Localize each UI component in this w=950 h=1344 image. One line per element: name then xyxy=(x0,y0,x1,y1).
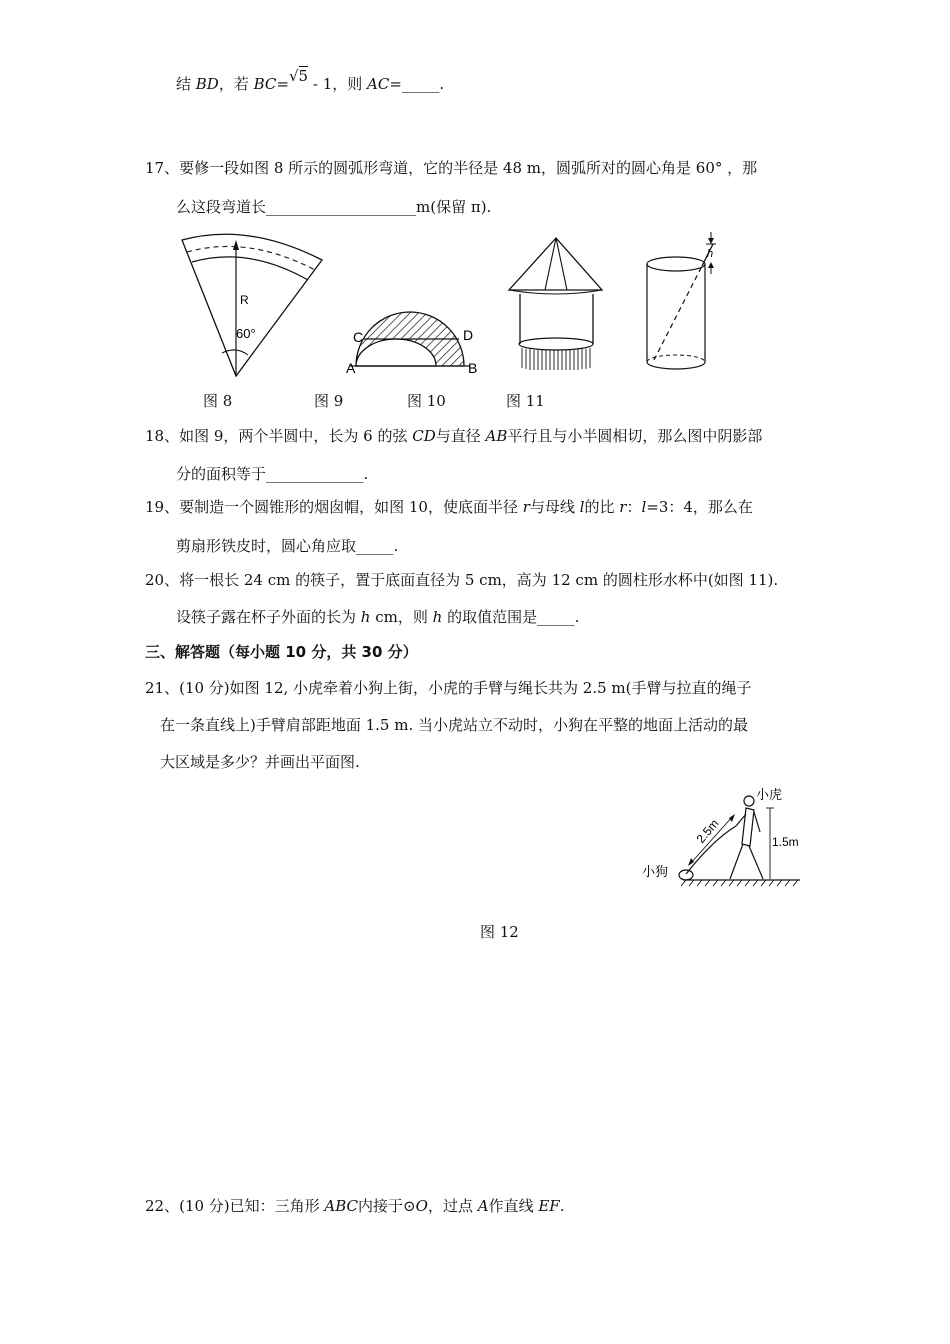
fig12-caption: 图 12 xyxy=(480,923,519,941)
section-3-title: 三、解答题（每小题 10 分，共 30 分） xyxy=(145,643,418,661)
fig9-label-d: D xyxy=(463,327,474,343)
q19-line2: 剪扇形铁皮时，圆心角应取_____. xyxy=(176,537,399,555)
fig8-caption: 图 8 xyxy=(203,392,233,410)
fig9-label-b: B xyxy=(468,360,478,376)
fig10-cone xyxy=(509,238,602,290)
fig12-dog-label: 小狗 xyxy=(642,864,669,879)
fig10-base xyxy=(519,338,593,350)
fig12-tiger-head xyxy=(744,796,754,806)
fig8-angle-label: 60° xyxy=(236,326,256,341)
fig8-radius-label: R xyxy=(240,293,249,307)
figure-8 xyxy=(178,230,328,380)
fig12-height-label: 1.5m xyxy=(772,835,799,849)
fig11-h-label: h xyxy=(707,248,714,260)
sqrt-symbol: √5 xyxy=(288,67,309,85)
q17-line1: 17、要修一段如图 8 所示的圆弧形弯道，它的半径是 48 m，圆弧所对的圆心角是 60° ，那 xyxy=(145,159,758,177)
fig12-tiger-label: 小虎 xyxy=(756,787,783,802)
q19-line1: 19、要制造一个圆锥形的烟囱帽，如图 10，使底面半径 r与母线 l的比 r：l=3：4，那么在 xyxy=(145,498,753,516)
fig8-sector-outline xyxy=(182,234,322,376)
fig12-rope-label: 2.5m xyxy=(693,816,722,846)
figure-11 xyxy=(640,228,730,376)
figure-9 xyxy=(346,300,486,380)
q22-line: 22、(10 分)已知：三角形 ABC内接于⊙O，过点 A作直线 EF. xyxy=(145,1197,565,1215)
fig11-top-ellipse xyxy=(647,257,705,271)
fig10-caption: 图 10 xyxy=(407,392,446,410)
q21-line3: 大区域是多少？并画出平面图. xyxy=(160,753,360,771)
q21-line2: 在一条直线上)手臂肩部距地面 1.5 m. 当小虎站立不动时，小狗在平整的地面上活动的最 xyxy=(160,716,749,734)
fig9-caption: 图 9 xyxy=(314,392,344,410)
fig9-label-a: A xyxy=(346,360,356,376)
q18-line2: 分的面积等于_____________. xyxy=(176,465,369,483)
figure-10 xyxy=(505,236,615,376)
fig11-chopstick-inside xyxy=(654,266,702,360)
fig12-tiger-body xyxy=(742,808,754,846)
fig11-caption: 图 11 xyxy=(506,392,545,410)
fig9-label-c: C xyxy=(353,329,364,345)
fig12-dog xyxy=(679,870,693,880)
q20-line2: 设筷子露在杯子外面的长为 h cm，则 h 的取值范围是_____. xyxy=(176,608,580,626)
q20-line1: 20、将一根长 24 cm 的筷子，置于底面直径为 5 cm，高为 12 cm 的圆柱形水杯中(如图 11). xyxy=(145,571,779,589)
fig8-inner-arc xyxy=(192,257,308,280)
q21-line1: 21、(10 分)如图 12, 小虎牵着小狗上街，小虎的手臂与绳长共为 2.5 m(手臂与拉直的绳子 xyxy=(145,679,752,697)
figure-12 xyxy=(638,782,808,892)
q18-line1: 18、如图 9，两个半圆中，长为 6 的弦 CD与直径 AB平行且与小半圆相切，那么图中阴影部 xyxy=(145,427,763,445)
q17-line2: 么这段弯道长____________________m(保留 π). xyxy=(176,198,492,216)
q16-tail-line: 结 BD，若 BC=√5 - 1，则 AC=_____. xyxy=(176,67,445,93)
